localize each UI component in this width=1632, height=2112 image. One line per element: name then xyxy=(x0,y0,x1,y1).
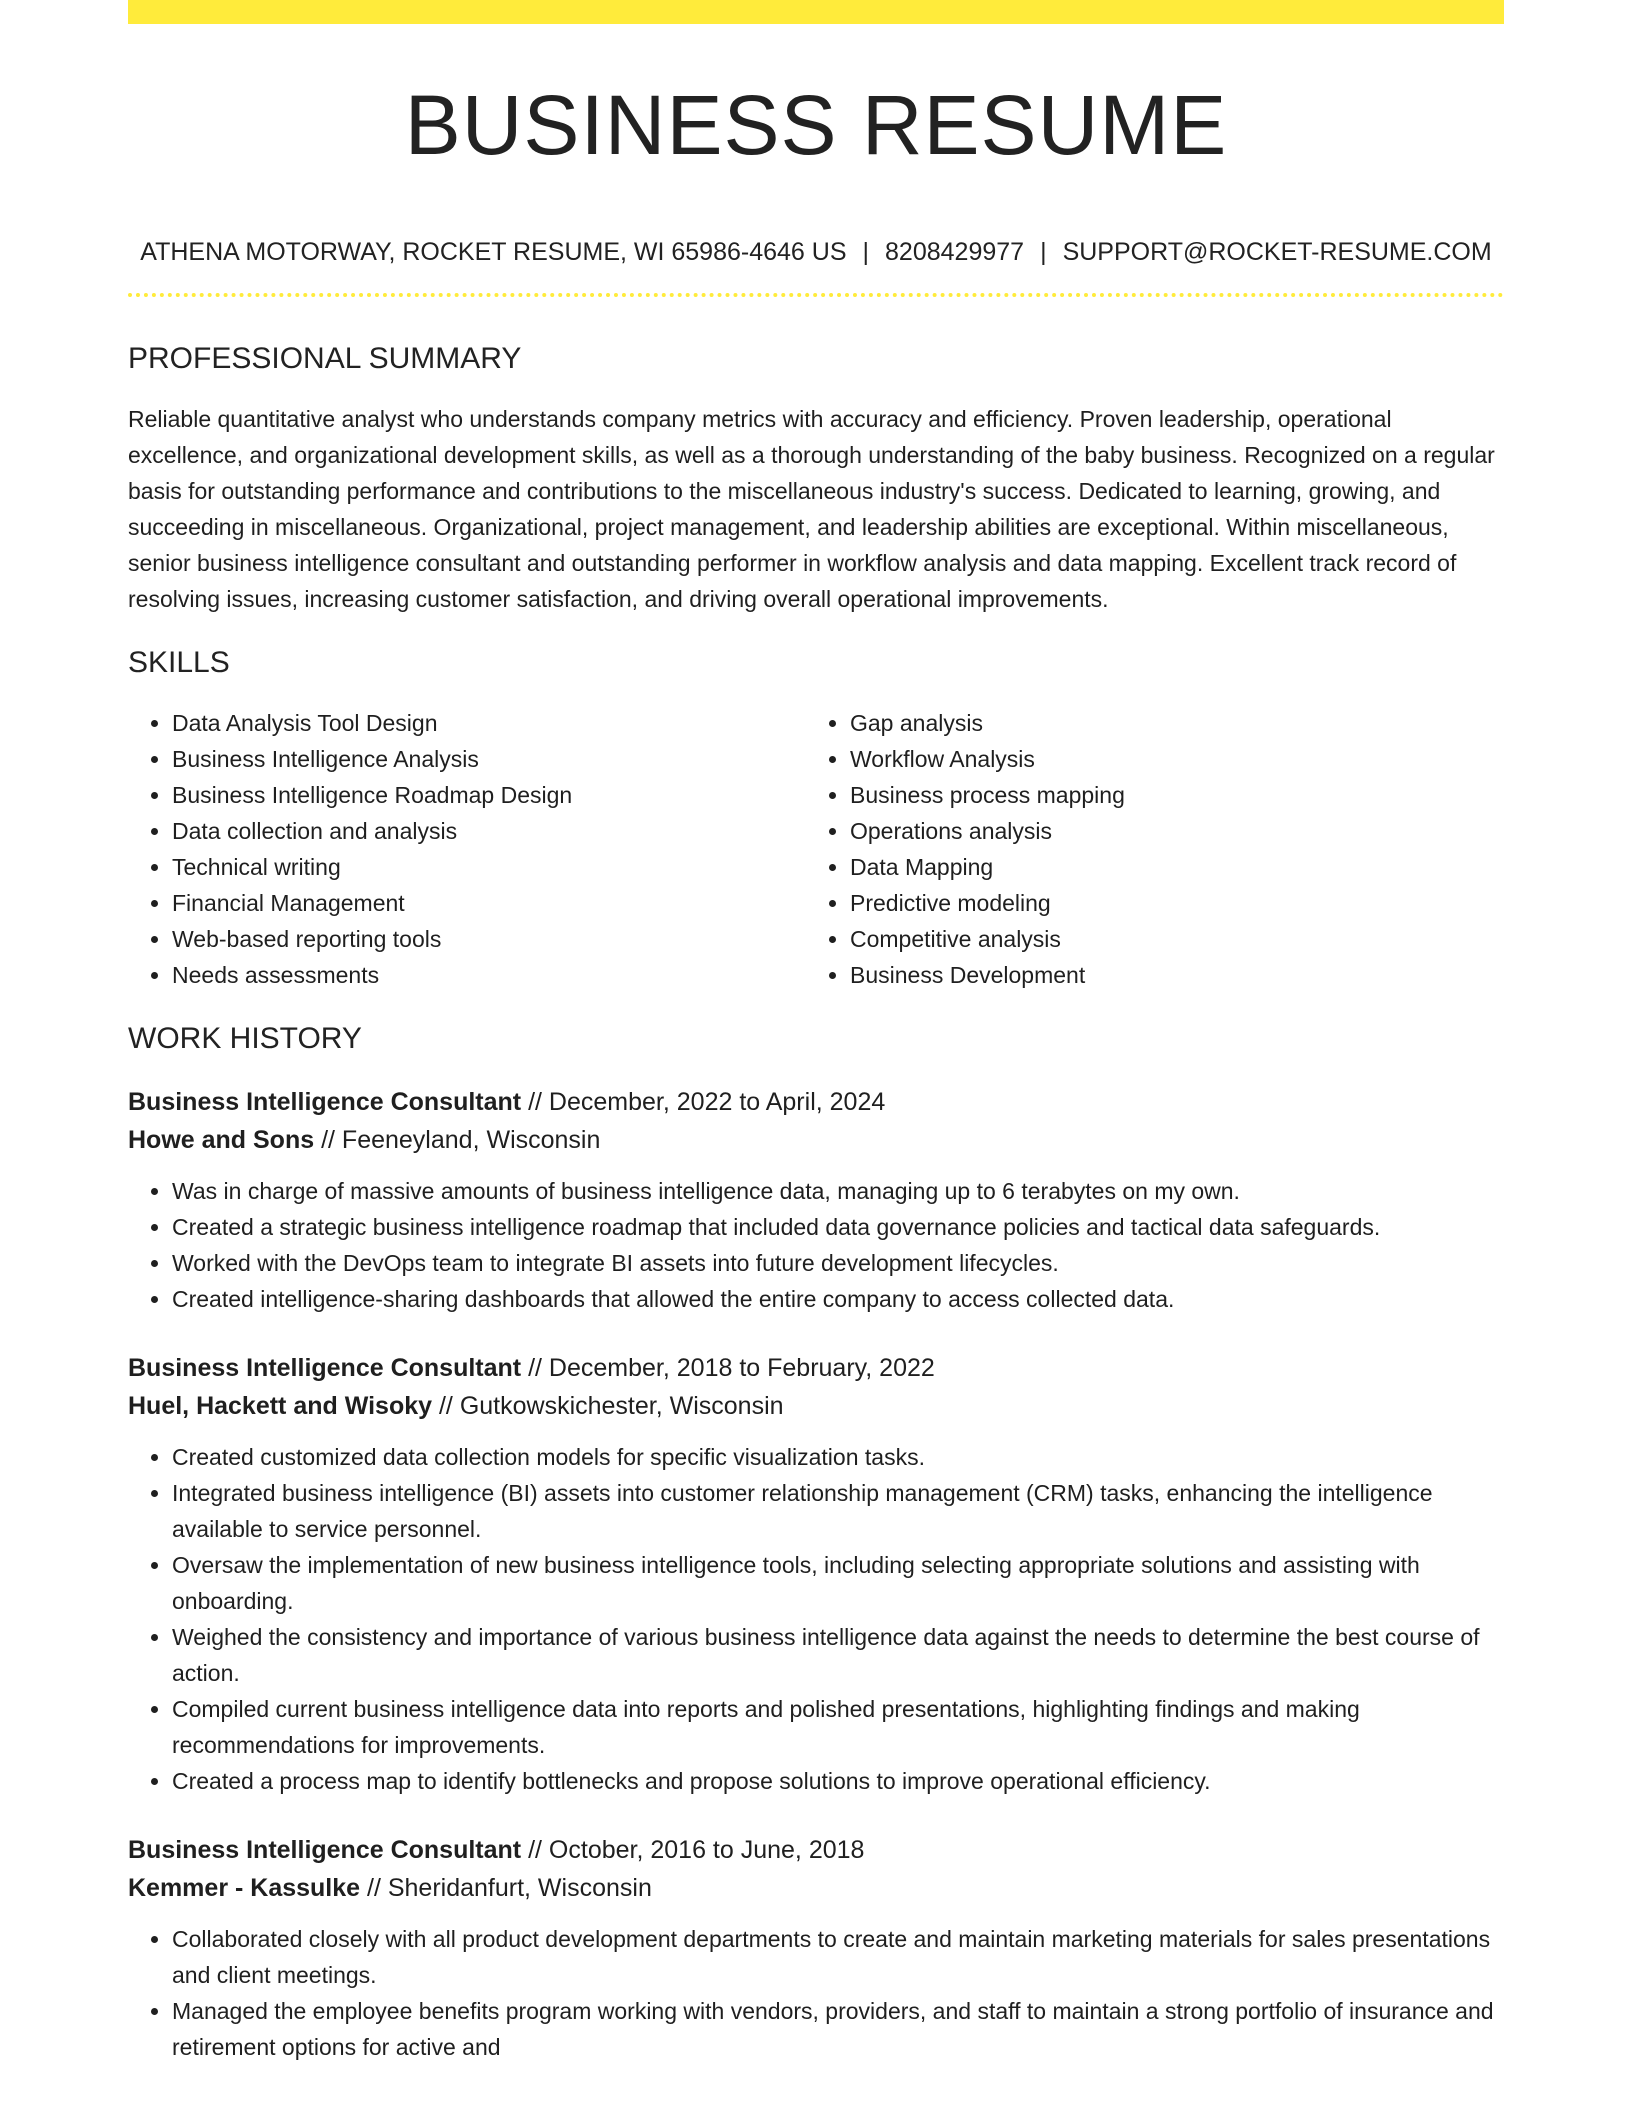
skill-item: • Financial Management xyxy=(172,885,806,921)
skill-item: • Needs assessments xyxy=(172,957,806,993)
job-location: // Gutkowskichester, Wisconsin xyxy=(432,1392,784,1420)
job-location: // Feeneyland, Wisconsin xyxy=(314,1126,601,1154)
job-bullet: • Integrated business intelligence (BI) assets into customer relationship management (CRM) tasks, enhancing the intelligence available to service personnel. xyxy=(172,1475,1504,1547)
skill-item: • Data Analysis Tool Design xyxy=(172,705,806,741)
summary-heading: PROFESSIONAL SUMMARY xyxy=(128,342,522,375)
job-bullet: • Was in charge of massive amounts of business intelligence data, managing up to 6 terabytes on my own. xyxy=(172,1173,1504,1209)
job-title-line xyxy=(128,1831,1504,1869)
contact-email: SUPPORT@ROCKET-RESUME.COM xyxy=(1062,238,1492,266)
contact-phone: 8208429977 xyxy=(885,238,1025,266)
summary-text: Reliable quantitative analyst who understands company metrics with accuracy and efficiency. Proven leadership, operational excellence, and organizational development skills, as well as a thorough understanding of the baby business. Recognized on a regular basis for outstanding performance and contributions to the miscellaneous industry's success. Dedicated to learning, growing, and succeeding in miscellaneous. Organizational, project management, and leadership abilities are exceptional. Within miscellaneous, senior business intelligence consultant and outstanding performer in workflow analysis and data mapping. Excellent track record of resolving issues, increasing customer satisfaction, and driving overall operational improvements. xyxy=(128,406,1495,612)
resume-title: BUSINESS RESUME xyxy=(404,78,1228,172)
job-bullet: • Created a process map to identify bottlenecks and propose solutions to improve operational efficiency. xyxy=(172,1763,1504,1799)
job-title: Business Intelligence Consultant xyxy=(128,1354,522,1382)
skill-item: • Web-based reporting tools xyxy=(172,921,806,957)
job-entry xyxy=(128,1083,1504,1317)
skill-item: • Business process mapping xyxy=(850,777,1484,813)
job-company-line xyxy=(128,1121,1504,1159)
skill-item: • Data collection and analysis xyxy=(172,813,806,849)
skill-item: • Gap analysis xyxy=(850,705,1484,741)
job-location: // Sheridanfurt, Wisconsin xyxy=(360,1874,652,1902)
job-bullet-list xyxy=(128,1439,1504,1799)
job-bullet: • Collaborated closely with all product development departments to create and maintain marketing materials for sales presentations and client meetings. xyxy=(172,1921,1504,1993)
skill-item: • Business Intelligence Roadmap Design xyxy=(172,777,806,813)
job-bullet: • Created customized data collection models for specific visualization tasks. xyxy=(172,1439,1504,1475)
top-accent-bar xyxy=(128,0,1504,24)
skills-column-left xyxy=(128,705,806,993)
job-title: Business Intelligence Consultant xyxy=(128,1088,522,1116)
skill-item: • Competitive analysis xyxy=(850,921,1484,957)
job-company-line xyxy=(128,1387,1504,1425)
job-company: Kemmer - Kassulke xyxy=(128,1874,361,1902)
skills-grid xyxy=(128,705,1504,993)
skill-item: • Business Development xyxy=(850,957,1484,993)
job-title: Business Intelligence Consultant xyxy=(128,1836,522,1864)
job-bullet: • Created a strategic business intelligence roadmap that included data governance policies and tactical data safeguards. xyxy=(172,1209,1504,1245)
job-company: Huel, Hackett and Wisoky xyxy=(128,1392,433,1420)
resume-page xyxy=(128,0,1504,2065)
job-bullet: • Created intelligence-sharing dashboards that allowed the entire company to access collected data. xyxy=(172,1281,1504,1317)
skill-item: • Business Intelligence Analysis xyxy=(172,741,806,777)
contact-separator: | xyxy=(1040,238,1047,266)
job-bullet: • Compiled current business intelligence data into reports and polished presentations, highlighting findings and making recommendations for improvements. xyxy=(172,1691,1504,1763)
skills-heading: SKILLS xyxy=(128,646,230,679)
skill-item: • Technical writing xyxy=(172,849,806,885)
skills-column-right xyxy=(806,705,1484,993)
job-bullet: • Worked with the DevOps team to integrate BI assets into future development lifecycles. xyxy=(172,1245,1504,1281)
job-entry xyxy=(128,1349,1504,1799)
contact-address: ATHENA MOTORWAY, ROCKET RESUME, WI 65986-4646 US xyxy=(140,238,847,266)
job-dates: // October, 2016 to June, 2018 xyxy=(521,1836,865,1864)
skill-item: • Workflow Analysis xyxy=(850,741,1484,777)
dotted-divider xyxy=(128,293,1504,297)
job-dates: // December, 2022 to April, 2024 xyxy=(521,1088,886,1116)
job-bullet: • Weighed the consistency and importance of various business intelligence data against the needs to determine the best course of action. xyxy=(172,1619,1504,1691)
work-history-heading: WORK HISTORY xyxy=(128,1022,362,1055)
skill-item: • Operations analysis xyxy=(850,813,1484,849)
contact-line xyxy=(128,237,1504,267)
skill-item: • Predictive modeling xyxy=(850,885,1484,921)
job-title-line xyxy=(128,1349,1504,1387)
job-title-line xyxy=(128,1083,1504,1121)
contact-separator: | xyxy=(862,238,870,266)
job-bullet-list xyxy=(128,1173,1504,1317)
job-bullet-list xyxy=(128,1921,1504,2065)
job-bullet: • Managed the employee benefits program working with vendors, providers, and staff to maintain a strong portfolio of insurance and retirement options for active and xyxy=(172,1993,1504,2065)
job-entry xyxy=(128,1831,1504,2065)
job-dates: // December, 2018 to February, 2022 xyxy=(521,1354,935,1382)
skill-item: • Data Mapping xyxy=(850,849,1484,885)
job-company: Howe and Sons xyxy=(128,1126,315,1154)
job-company-line xyxy=(128,1869,1504,1907)
job-bullet: • Oversaw the implementation of new business intelligence tools, including selecting appropriate solutions and assisting with onboarding. xyxy=(172,1547,1504,1619)
